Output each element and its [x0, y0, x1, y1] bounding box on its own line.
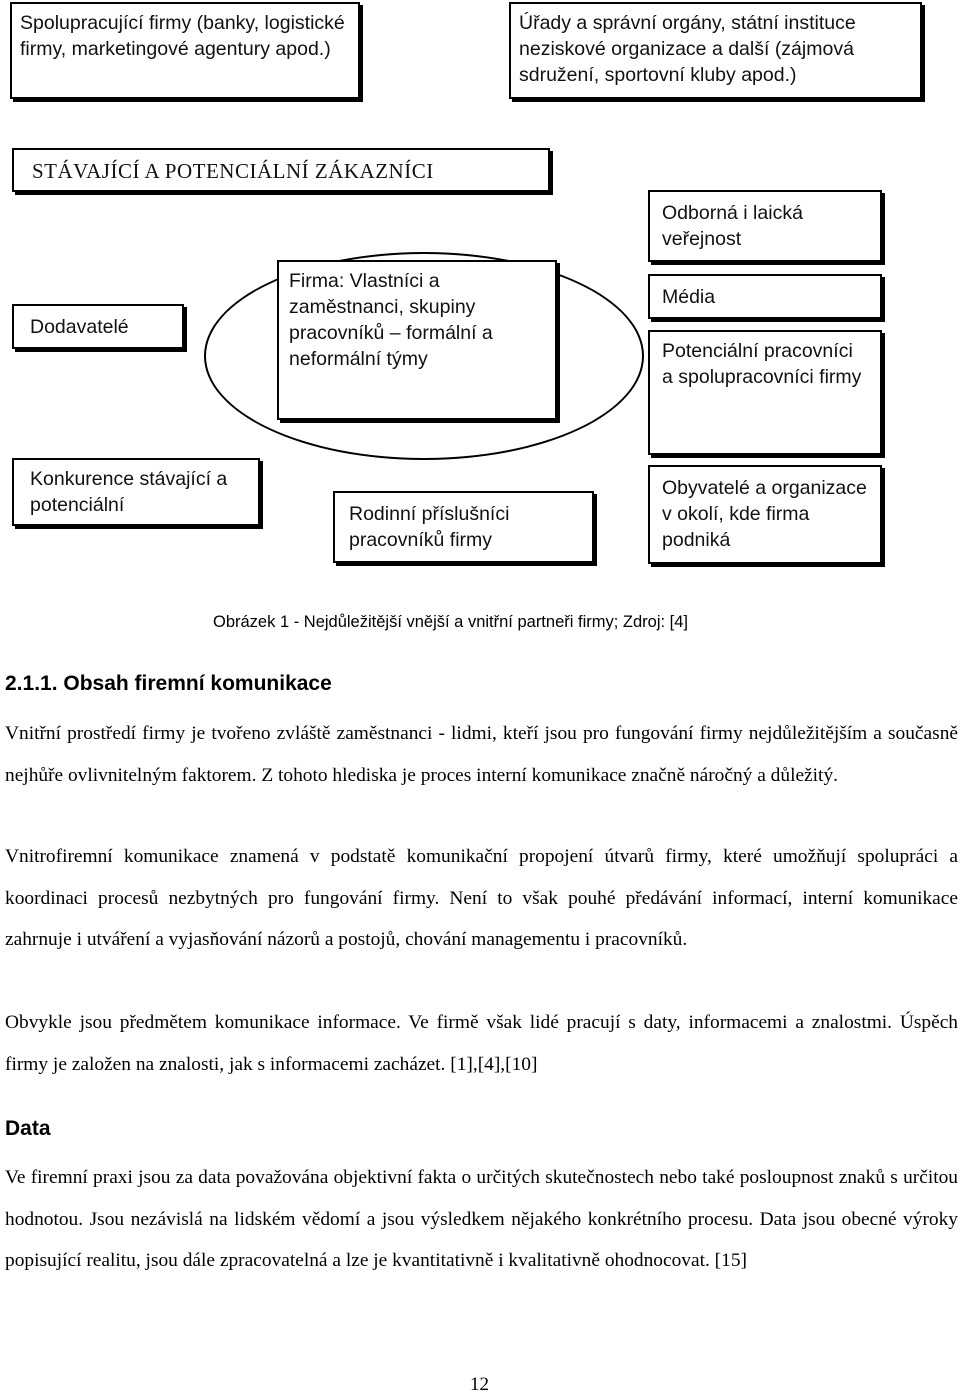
box-suppliers — [12, 304, 184, 349]
box-cooperating-firms — [10, 2, 360, 99]
data-heading: Data — [5, 1117, 51, 1140]
box-media-text: Média — [662, 286, 716, 308]
box-cooperating-firms-text: Spolupracující firmy (banky, logistické firmy, marketingové agentury apod.) — [20, 12, 345, 60]
box-firm-text: Firma: Vlastníci a zaměstnanci, skupiny pracovníků – formální a neformální týmy — [289, 270, 493, 370]
box-potential-workers — [648, 330, 882, 455]
paragraph-information: Obvykle jsou předmětem komunikace informace. Ve firmě však lidé pracují s daty, informacemi a znalostmi. Úspěch firmy je založen na znalosti, jak s informacemi zacházet. [1],[4],[10] — [5, 1012, 958, 1075]
figure-caption: Obrázek 1 - Nejdůležitější vnější a vnitřní partneři firmy; Zdroj: [4] — [213, 613, 689, 631]
box-residents — [648, 465, 882, 564]
box-customers-text: STÁVAJÍCÍ A POTENCIÁLNÍ ZÁKAZNÍCI — [32, 159, 434, 183]
box-competition — [12, 458, 260, 526]
paragraph-internal-environment: Vnitřní prostředí firmy je tvořeno zvláště zaměstnanci - lidmi, kteří jsou pro fungování firmy nejdůležitějším a současně nejhůře ovlivnitelným faktorem. Z tohoto hlediska je proces interní komunikace značně náročný a důležitý. — [5, 723, 958, 786]
box-competition-text: Konkurence stávající a potenciální — [30, 468, 228, 516]
paragraph-data: Ve firemní praxi jsou za data považována objektivní fakta o určitých skutečnostech nebo také posloupnost znaků s určitou hodnotou. Jsou nezávislá na lidském vědomí a jsou výsledkem nějakého konkrétního procesu. Data jsou obecné výroky popisující realitu, jsou dále zpracovatelná a lze je kvantitativně i kvalitativně ohodnocovat. [15] — [5, 1167, 958, 1271]
section-heading: 2.1.1. Obsah firemní komunikace — [5, 672, 332, 695]
paragraph-internal-communication: Vnitrofiremní komunikace znamená v podstatě komunikační propojení útvarů firmy, které umožňují spolupráci a koordinaci procesů nezbytných pro fungování firmy. Není to však pouhé předávání informací, interní komunikace zahrnuje i utváření a vyjasňování názorů a postojů, chování managementu i pracovníků. — [5, 846, 958, 950]
box-suppliers-text: Dodavatelé — [30, 316, 129, 338]
box-public-text: Odborná i laická veřejnost — [662, 202, 803, 250]
box-authorities — [509, 2, 922, 99]
box-family-text: Rodinní příslušníci pracovníků firmy — [349, 503, 510, 551]
box-authorities-text: Úřady a správní orgány, státní instituce neziskové organizace a další (zájmová sdružení, sportovní kluby apod.) — [519, 12, 856, 86]
box-customers — [12, 148, 550, 192]
box-firm — [277, 260, 557, 420]
box-residents-text: Obyvatelé a organizace v okolí, kde firma podniká — [662, 477, 867, 551]
box-public — [648, 190, 882, 262]
page-number: 12 — [470, 1374, 489, 1395]
box-potential-workers-text: Potenciální pracovníci a spolupracovníci firmy — [662, 340, 862, 388]
box-family — [333, 491, 594, 563]
box-media — [648, 274, 882, 319]
